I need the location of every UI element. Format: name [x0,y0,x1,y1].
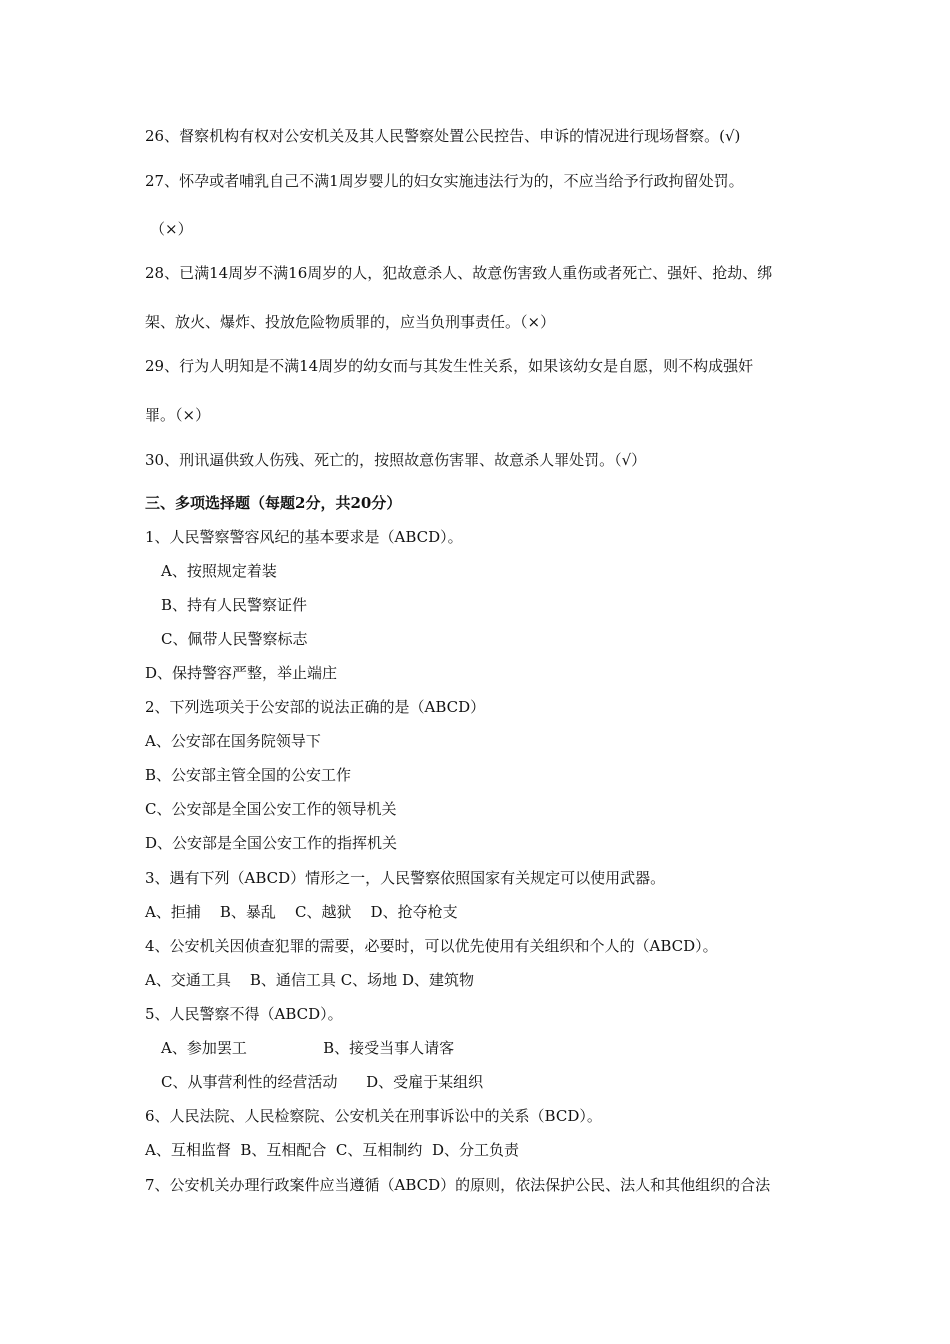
question-7: 7、公安机关办理行政案件应当遵循（ABCD）的原则，依法保护公民、法人和其他组织的合法 [145,1176,771,1194]
q3-options: A、拒捕 B、暴乱 C、越狱 D、抢夺枪支 [145,903,458,921]
q1-option-d: D、保持警容严整，举止端庄 [145,664,338,682]
q5-options-ab: A、参加罢工 B、接受当事人请客 [161,1039,455,1057]
question-5: 5、人民警察不得（ABCD）。 [145,1005,343,1023]
q1-option-c: C、佩带人民警察标志 [161,630,308,648]
statement-29: 29、行为人明知是不满14周岁的幼女而与其发生性关系，如果该幼女是自愿，则不构成强奸 [145,357,754,375]
statement-28-cont: 架、放火、爆炸、投放危险物质罪的，应当负刑事责任。（×） [145,313,556,331]
statement-29-cont: 罪。（×） [145,406,211,424]
q1-option-b: B、持有人民警察证件 [161,596,308,614]
q1-option-a: A、按照规定着装 [161,562,277,580]
q2-option-a: A、公安部在国务院领导下 [145,732,321,750]
q2-option-c: C、公安部是全国公安工作的领导机关 [145,800,397,818]
question-1: 1、人民警察警容风纪的基本要求是（ABCD）。 [145,528,463,546]
q5-options-cd: C、从事营利性的经营活动 D、受雇于某组织 [161,1073,484,1091]
section-heading: 三、多项选择题（每题2分，共20分） [145,494,402,512]
question-6: 6、人民法院、人民检察院、公安机关在刑事诉讼中的关系（BCD）。 [145,1107,602,1125]
question-2: 2、下列选项关于公安部的说法正确的是（ABCD） [145,698,486,716]
question-3: 3、遇有下列（ABCD）情形之一，人民警察依照国家有关规定可以使用武器。 [145,869,666,887]
statement-28: 28、已满14周岁不满16周岁的人，犯故意杀人、故意伤害致人重伤或者死亡、强奸、抢劫、绑 [145,264,773,282]
statement-27-answer: （×） [150,220,193,238]
statement-26: 26、督察机构有权对公安机关及其人民警察处置公民控告、申诉的情况进行现场督察。(√) [145,127,741,145]
q4-options: A、交通工具 B、通信工具 C、场地 D、建筑物 [145,971,474,989]
statement-30: 30、刑讯逼供致人伤残、死亡的，按照故意伤害罪、故意杀人罪处罚。（√） [145,451,647,469]
statement-27: 27、怀孕或者哺乳自己不满1周岁婴儿的妇女实施违法行为的，不应当给予行政拘留处罚。 [145,172,744,190]
q6-options: A、互相监督 B、互相配合 C、互相制约 D、分工负责 [145,1141,519,1159]
q2-option-b: B、公安部主管全国的公安工作 [145,766,352,784]
q2-option-d: D、公安部是全国公安工作的指挥机关 [145,834,398,852]
question-4: 4、公安机关因侦查犯罪的需要，必要时，可以优先使用有关组织和个人的（ABCD）。 [145,937,718,955]
